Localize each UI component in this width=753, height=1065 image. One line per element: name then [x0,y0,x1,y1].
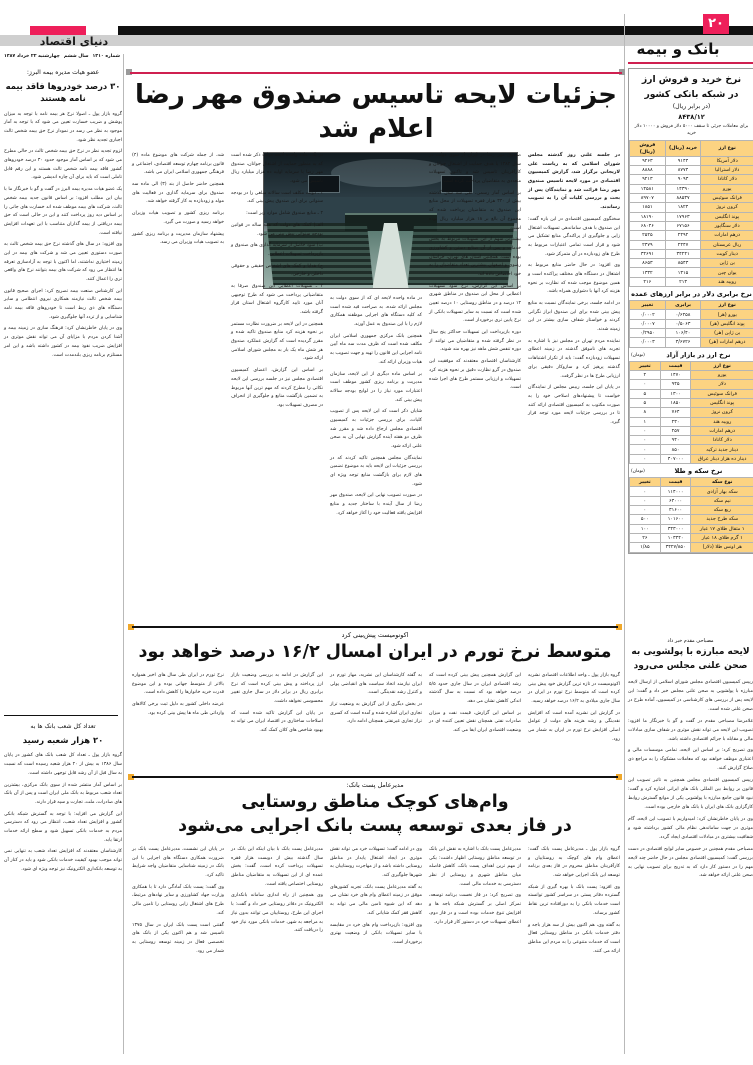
story2-col-5: نرخ تورم در ایران طی سال های اخیر همواره بالاتر از متوسط جهانی بوده و این موضوع قدرت خرید خانوارها را کاهش داده است. عرضه داخلی کشور به دلیل ثبت برخی کالاهای وارداتی طی ماه ها پیش بینی کرده بود. [132,673,224,716]
table-row [630,310,753,319]
fx-sell: ۱۳۳۲ [630,268,666,277]
fx-currency-name: دلار آمریکا [701,156,753,165]
main-headline: جزئیات لایحه تاسیس صندوق مهر رضا اعلام شد [135,80,617,145]
free-market-caption-text: نرخ ارز در بازار آزاد [666,350,731,359]
story3-col-1: گروه بازار پول ـ مدیرعامل پست بانک گفت: اعطای وام های کوچک به روستاییان و کارآفرینان مناطق محروم در فاز بعدی برنامه توسعه این بانک اجرایی خواهد شد. وی افزود: پست بانک با بهره گیری از شبکه گسترده دفاتر پستی در سراسر کشور توانسته است خدمات بانکی را به دورافتاده ترین نقاط کشور برساند. به گفته وی، هم اکنون بیش از سه هزار باجه و دفتر خدمات بانکی در مناطق روستایی فعال است که خدمات متنوعی را به مردم این مناطق ارائه می کنند. [528,847,620,954]
table-row [630,231,753,240]
parity-value: ۰/۵۰۶۳ [665,319,701,328]
parity-header-value: برابری [665,301,701,310]
page-number-badge: ۲۰ [703,14,729,34]
table-row [630,184,753,193]
fx-currency-name: فرانک سوئیس [701,193,753,202]
gold-name: سکه بهار آزادی [691,487,753,496]
fm-change: ۵ [630,398,661,407]
fm-price: ۲۳۰ [660,417,691,426]
left-story2-kicker: تعداد کل شعب بانک ها به [30,723,96,730]
fx-sell: ۶۸۰۴۶ [630,221,666,230]
sidebar-story-kicker: مصباحی مقدم خبر داد [667,638,714,644]
fm-name: دلار [691,380,753,389]
parity-name: ین ژاپن (هر) [701,329,753,338]
fm-change: ۰ [630,436,661,445]
table-row [630,380,753,389]
table-row [630,417,753,426]
fm-change: ۱ [630,417,661,426]
gold-price: ۱۰۱۶۰۰ [660,515,691,524]
fm-change: ۵ [630,389,661,398]
fx-header-buy: خرید (ریال) [665,141,701,156]
publication-logo: دنیای اقتصاد [39,35,109,48]
gold-change: ۰ [630,496,661,505]
story3-col-2: مدیرعامل پست بانک با اشاره به نقش این بانک در توسعه مناطق روستایی اظهار داشت: یکی از مهم ترین اهداف پست بانک، کاهش فاصله میان مناطق شهری و روستایی از نظر دسترسی به خدمات مالی است. وی تصریح کرد: در فاز نخست برنامه توسعه، تمرکز اصلی بر گسترش شبکه باجه ها و افزایش تنوع خدمات بوده است و در فاز دوم، اعطای تسهیلات خرد در دستور کار قرار دارد. [429,847,521,925]
fm-change: ۰ [630,445,661,454]
gold-unit: (تومان) [631,469,645,475]
fm-price: ۱۴۷۰ [660,370,691,379]
left-story-headline: ۳۰ درصد خودروها فاقد بیمه نامه هستند [5,81,121,104]
table-row [630,533,753,542]
gold-change: ۱۰۰ [630,524,661,533]
left-story-body: گروه بازار پول ـ اصولا نرخ هر بیمه نامه با توجه به میزان پوشش و ضریب خسارت تعیین می شود که با توجه به آمار موجود به نظر می رسد در نمودار نرخ حق بیمه شخص ثالث اجباری تجدید نظر شود. لزوم تجدید نظر در نرخ حق بیمه شخص ثالث در حالی مطرح می شود که بر اساس آمار موجود حدود ۳۰ درصد خودروهای کشور فاقد بیمه نامه شخص ثالث هستند و این رقم قابل تاملی است که باید برای آن چاره اندیشی شود. یک عضو هیات مدیره بیمه البرز در گفت و گو با خبرنگار ما با بیان این مطلب افزود: بر اساس قانون جدید بیمه شخص ثالث، شرکت های بیمه موظف شده اند خسارت های جانی را بر اساس دیه روز پرداخت کنند و این در حالی است که حق بیمه دریافتی از بیمه گذاران متناسب با این تعهدات افزایش نیافته است. وی افزود: در سال های گذشته نرخ حق بیمه شخص ثالث به صورت دستوری تعیین می شد و شرکت های بیمه در این زمینه اختیاری نداشتند، اما اکنون با توجه به آزادسازی تعرفه ها انتظار می رود که شرکت های بیمه بتوانند نرخ های واقعی تری را اعمال کنند. این کارشناس صنعت بیمه تصریح کرد: اجرای صحیح قانون بیمه شخص ثالث نیازمند همکاری نیروی انتظامی و سایر دستگاه های ذی ربط است تا خودروهای فاقد بیمه نامه شناسایی و از تردد آنها جلوگیری شود. وی در پایان خاطرنشان کرد: فرهنگ سازی در زمینه بیمه و آشنا کردن مردم با مزایای آن می تواند نقش موثری در افزایش ضریب نفوذ بیمه در کشور داشته باشد و این امر مستلزم برنامه ریزی بلندمدت است. [4,111,123,358]
story3-col-5: در پایان این نشست، مدیرعامل پست بانک بر ضرورت همکاری دستگاه های اجرایی با این بانک در زمینه شناسایی متقاضیان واجد شرایط تاکید کرد. وی گفت: پست بانک آمادگی دارد تا با همکاری وزارت جهاد کشاورزی و سایر نهادهای مرتبط، طرح های اشتغال زایی روستایی را تامین مالی کند. گفتنی است پست بانک ایران در سال ۱۳۷۵ تاسیس شد و هم اکنون یکی از بانک های تخصصی فعال در زمینه توسعه روستایی به شمار می رود. [132,847,224,954]
gold-price: ۶۴۰۰۰ [660,496,691,505]
table-row [630,319,753,328]
fx-buy: ۱۳۱۵ [665,268,701,277]
fx-buy: ۱۸۲۴ [665,203,701,212]
section-title: بانک و بیمه [636,40,720,58]
sidebar-footer-story [628,638,753,884]
fm-change: ۲ [630,370,661,379]
gold-header-type: نوع سکه [691,478,753,487]
main-story-col-4: در یک، ماده واحده لایحه دولت ذکر شده است که به منظور حمایت از اشتغال جوانان، صندوق مهر رضا با سرمایه اولیه ده هزار میلیارد ریال تاسیس می شود. ۱ ـ دولت مکلف است سالانه مبلغی را در بودجه سنواتی برای این صندوق پیش بینی کند. ۲ ـ منابع صندوق شامل موارد زیر است: الف) کمک های دولت که همه ساله در قوانین بودجه سنواتی پیش بینی می شود. ب) سود حاصل از سرمایه گذاری های صندوق و بازپرداخت تسهیلات اعطایی. ج) هدایا و کمک های اشخاص حقیقی و حقوقی داخلی و خارجی. ۳ ـ تسهیلات اعطایی این صندوق صرفا به متقاضیانی پرداخت می شود که طرح توجیهی آنان مورد تایید کارگروه اشتغال استان قرار گرفته باشد. همچنین در این لایحه بر ضرورت نظارت مستمر بر نحوه هزینه کرد منابع صندوق تاکید شده و مقرر گردیده است که گزارش عملکرد صندوق هر شش ماه یک بار به مجلس شورای اسلامی ارائه شود. بر اساس این گزارش، اعضای کمیسیون اقتصادی مجلس نیز در جلسه بررسی این لایحه نکاتی را مطرح کردند که مهم ترین آنها مربوط به تضمین بازگشت منابع و جلوگیری از انحراف در مصرف تسهیلات بود. [231,153,323,408]
sidebar-story-body: رییس کمیسیون اقتصادی مجلس شورای اسلامی از ارسال لایحه مبارزه با پولشویی به صحن علنی مجلس خبر داد و گفت: این لایحه پس از بررسی های کارشناسی در کمیسیون، آماده طرح در صحن علنی شده است. غلامرضا مصباحی مقدم در گفت و گو با خبرنگار ما افزود: تصویب این لایحه می تواند نقش موثری در شفاف سازی مبادلات مالی و مقابله با جرائم اقتصادی داشته باشد. وی تصریح کرد: بر اساس این لایحه، تمامی موسسات مالی و اعتباری موظف خواهند بود که معاملات مشکوک را به مراجع ذی صلاح گزارش کنند. رییس کمیسیون اقتصادی مجلس همچنین به تاثیر تصویب این قانون بر روابط بین المللی بانک های ایرانی اشاره کرد و گفت: نبود قانون جامع مبارزه با پولشویی یکی از موانع گسترش روابط کارگزاری بانک های ایران با بانک های خارجی بوده است. وی در پایان خاطرنشان کرد: امیدواریم با تصویب این لایحه، گام موثری در جهت ساماندهی نظام مالی کشور برداشته شود و شفافیت بیشتری در مبادلات اقتصادی ایجاد گردد. مصباحی مقدم همچنین در خصوص سایر لوایح اقتصادی در دست بررسی گفت: کمیسیون اقتصادی مجلس در حال حاضر چند لایحه مهم را در دستور کار دارد که به تدریج برای تصویب نهایی به صحن علنی ارائه خواهد شد. [628,680,753,879]
fx-currency-name: دلار استرالیا [701,166,753,175]
story2-col-3: به گفته کارشناسان این نشریه، مهار تورم در ایران نیازمند اتخاذ سیاست های انقباضی پولی و کنترل رشد نقدینگی است. در بخش دیگری از این گزارش به وضعیت تراز تجاری ایران اشاره شده و آمده است که کسری تراز تجاری غیرنفتی همچنان ادامه دارد. [329,673,422,725]
dateline [4,54,122,59]
gold-change: ۰ [630,506,661,515]
story2-col-1: گروه بازار پول ـ واحد اطلاعات اقتصادی نشریه اکونومیست در تازه ترین گزارش خود پیش بینی کرده است که متوسط نرخ تورم در ایران در سال جاری میلادی به ۱۶/۲ درصد خواهد رسید. در گزارش این نشریه آمده است که افزایش نقدینگی و رشد هزینه های دولت از عوامل اصلی افزایش نرخ تورم در ایران به شمار می رود. [528,673,620,742]
fx-box-note: برای معاملات جزئی تا سقف ۵۰۰۰ دلار فروش و ۱۰۰۰۰ دلار خرید [634,123,749,136]
table-header-row [630,361,753,370]
gold-name: ربع سکه [691,506,753,515]
parity-table [629,300,753,348]
parity-change: ۰/۰۰۰۲ [630,310,666,319]
story2-kicker: اکونومیست پیش‌بینی کرد [341,631,409,639]
table-row [630,249,753,258]
parity-value: ۰/۶۴۵۸ [665,310,701,319]
fx-sell: ۱۸۱۹۰ [630,212,666,221]
fm-price: ۷۶۴ [660,408,691,417]
fx-header-sell: فروش (ریال) [630,141,666,156]
story2-col-2: این گزارش همچنین پیش بینی کرده است که رشد اقتصادی ایران در سال جاری حدود ۵/۵ درصد خواهد بود که نسبت به سال گذشته اندکی کاهش نشان می دهد. بر اساس این گزارش، قیمت نفت و میزان صادرات نفتی همچنان نقش تعیین کننده ای در وضعیت اقتصادی ایران ایفا می کند. [429,673,521,734]
fx-currency-name: دلار کانادا [701,175,753,184]
table-header-row [630,478,753,487]
fm-price: ۹۴۰ [660,436,691,445]
fx-currency-name: یورو [701,184,753,193]
fx-sell: ۹۲۱۳ [630,175,666,184]
table-header-row [630,301,753,310]
left-column-divider [4,715,118,716]
fx-box-unit: (در برابر ریال) [672,102,711,110]
left-column-second-story [4,722,122,877]
fm-name: روپیه هند [691,417,753,426]
gold-table [629,477,753,553]
table-row [630,370,753,379]
fx-buy: ۹۱۴۴ [665,156,701,165]
gold-name: ۱ مثقال طلای ۱۷ عیار [691,524,753,533]
table-row [630,487,753,496]
fm-name: یورو [691,370,753,379]
table-row [630,240,753,249]
parity-change: ۰/۰۰۰۳ [630,338,666,347]
gold-change: ۵۰۰ [630,515,661,524]
table-row [630,166,753,175]
table-row [630,398,753,407]
fx-currency-name: ریال عربستان [701,240,753,249]
parity-change: ۰/۰۰۰۷ [630,319,666,328]
fx-currency-name: پوند انگلیس [701,212,753,221]
fm-header-price: قیمت [660,361,691,370]
parity-header-currency: نوع ارز [701,301,753,310]
fx-rates-box [628,68,753,554]
dateline-issue: شماره ۱۳۱۰ [92,54,120,59]
gold-price: ۱۰۳۴۴۰ [660,533,691,542]
gold-name: ۱ گرم طلای ۱۸ عیار [691,533,753,542]
story2-col-4: این گزارش در ادامه به بررسی وضعیت بازار ارز پرداخته و پیش بینی کرده است که نرخ برابری ریال در برابر دلار در سال جاری تغییر محسوسی نخواهد داشت. در پایان این گزارش تاکید شده است که اصلاحات ساختاری در اقتصاد ایران می تواند به بهبود شاخص های کلان کمک کند. [231,673,323,734]
fx-buy: ۸۸۵۳۷ [665,193,701,202]
fx-currency-name: دلار سنگاپور [701,221,753,230]
gold-price: ۳۴۳۰۰۰ [660,524,691,533]
table-row [630,338,753,347]
table-row [630,408,753,417]
fm-price: ۸۵۰ [660,445,691,454]
fx-sell: ۸۹۷۰۷ [630,193,666,202]
fm-name: دینار جدید ترکیه [691,445,753,454]
table-row [630,268,753,277]
left-story-kicker: عضو هیات مدیره بیمه البرز: [26,69,100,76]
parity-name: پوند انگلیس (هر) [701,319,753,328]
main-story-col-2: صندوق مهر رضا در ایران از سوی دولت در سال ۱۳۸۴ با هدف حمایت از اشتغال جوانان و کارآفرینان تاسیس شد و تاکنون تسهیلات متعددی به متقاضیان پرداخت کرده است. بر اساس آمار رسمی، طی سه سال گذشته بیش از ۳۴۰ هزار فقره تسهیلات از محل منابع این صندوق به متقاضیان پرداخت شده که مجموع آن بالغ بر ۱۸ هزار میلیارد ریال بوده است. بیشترین سهم از این تسهیلات مربوط به بخش خدمات و پس از آن صنایع دستی و کشاورزی بوده است. همچنین استان های تهران، خراسان رضوی و اصفهان بیشترین تعداد متقاضیان را به خود اختصاص داده اند. بر اساس این گزارش، نرخ سود تسهیلات اعطایی از محل این صندوق در مناطق شهری ۱۲ درصد و در مناطق روستایی ۱۰ درصد تعیین شده است که نسبت به سایر تسهیلات بانکی از نرخ پایین تری برخوردار است. دوره بازپرداخت این تسهیلات حداکثر پنج سال در نظر گرفته شده و متقاضیان می توانند از دوره تنفس شش ماهه نیز بهره مند شوند. کارشناسان اقتصادی معتقدند که موفقیت این صندوق در گرو نظارت دقیق بر نحوه هزینه کرد تسهیلات و ارزیابی مستمر طرح های اجرا شده است. [429,153,521,391]
fm-name: فرانک سوئیس [691,389,753,398]
main-headline-rule [130,72,622,74]
fm-price: ۲۵۷ [660,426,691,435]
free-market-table [629,361,753,464]
main-story-col-5: شد، از جمله شرکت های موضوع ماده (۴) قانون برنامه چهارم توسعه اقتصادی، اجتماعی و فرهنگی جمهوری اسلامی ایران می باشد. همچنین حاضر حاصل از بند (۳) الی ماده سه صندوق برای سرمایه گذاری در فعالیت های مولد و زودبازده به کار گرفته خواهد شد. برنامه ریزی کشور و تصویب هیات وزیران خواهد رسید و صورت می گیرد. پیشنهاد سازمان مدیریت و برنامه ریزی کشور به تصویب هیات وزیران می رسد. [132,153,224,246]
fx-buy: ۹۰۹۳ [665,175,701,184]
table-row [630,496,753,505]
table-row [630,329,753,338]
gold-price: ۱۱۴۰۰۰ [660,487,691,496]
story2-headline: متوسط نرخ تورم در ایران امسال ۱۶/۲ درصد خواهد بود [138,642,612,662]
fx-sell: ۸۶۵۳ [630,259,666,268]
column-rule-1 [123,54,124,1054]
fx-currency-name: کرون نروژ [701,203,753,212]
fx-sell: ۳۴۶۹۱ [630,249,666,258]
table-row [630,259,753,268]
fm-price: ۹۴۵ [660,380,691,389]
fm-price: ۱۳۰۰ [660,389,691,398]
gold-table-caption [629,464,753,477]
table-row [630,175,753,184]
fx-sell: ۲۱۶ [630,277,666,286]
gold-header-price: قیمت [660,478,691,487]
dateline-date: چهارشنبه ۲۲ خرداد ۱۳۸۷ [4,54,60,59]
gold-change: ۰ [630,487,661,496]
fm-change: ۰ [630,426,661,435]
fx-currency-name: یوان چین [701,268,753,277]
table-row [630,426,753,435]
gold-header-change: تغییر [630,478,661,487]
left-column [4,54,122,363]
parity-value: ۳/۶۷۲۶ [665,338,701,347]
fx-buy: ۲۴۴۷ [665,240,701,249]
fm-name: پوند انگلیس [691,398,753,407]
story3-col-3: وی در ادامه گفت: تسهیلات خرد می تواند نقش موثری در ایجاد اشتغال پایدار در مناطق روستایی داشته باشد و از مهاجرت روستاییان به شهرها جلوگیری کند. به گفته مدیرعامل پست بانک، تجربه کشورهای موفق در زمینه اعطای وام های خرد نشان می دهد که این شیوه تامین مالی می تواند به کاهش فقر کمک شایانی کند. وی افزود: بازپرداخت وام های خرد در مقایسه با سایر تسهیلات بانکی از وضعیت بهتری برخوردار است. [330,847,422,945]
table-row [630,212,753,221]
parity-header-change: تغییر [630,301,666,310]
fm-name: درهم امارات [691,426,753,435]
fx-buy: ۲۱۳ [665,277,701,286]
parity-name: درهم امارات (هر) [701,338,753,347]
free-market-caption [629,348,753,361]
fx-buy: ۲۴۹۲ [665,231,701,240]
fx-box-title-line1: نرخ خرید و فروش ارز [641,74,742,85]
fx-currency-name: درهم امارات [701,231,753,240]
main-story-col-3: در ماده واحده لایحه ای که از سوی دولت به مجلس ارائه شده، به صراحت قید شده است که کلیه دستگاه های اجرایی موظفند همکاری لازم را با این صندوق به عمل آورند. همچنین بانک مرکزی جمهوری اسلامی ایران مکلف شده است که ظرف مدت سه ماه آیین نامه اجرایی این قانون را تهیه و جهت تصویب به هیات وزیران ارائه کند. بر اساس ماده دیگری از این لایحه، سازمان مدیریت و برنامه ریزی کشور موظف است اعتبارات مورد نیاز را در لوایح بودجه سالانه پیش بینی کند. شایان ذکر است که این لایحه پس از تصویب کلیات، برای بررسی جزئیات به کمیسیون اقتصادی مجلس ارجاع داده شد و مقرر شد ظرف دو هفته آینده گزارش نهایی آن به صحن علنی ارائه شود. نمایندگان مجلس همچنین تاکید کردند که در بررسی جزئیات این لایحه باید به موضوع تضمین های لازم برای بازگشت منابع توجه ویژه ای شود. در صورت تصویب نهایی این لایحه، صندوق مهر رضا از سال آینده با ساختار جدید و منابع افزایش یافته فعالیت خود را آغاز خواهد کرد. [330,296,422,516]
fx-buy: ۸۷۷۴ [665,166,701,175]
gold-change: ۲۶ [630,533,661,542]
dateline-year: سال ششم [63,54,89,59]
table-row [630,156,753,165]
fx-currency-name: دینار کویت [701,249,753,258]
gold-price: ۳۴۲۷/۸۵۰ [660,543,691,552]
masthead-black-bar [118,26,753,35]
fm-change: ۰ [630,380,661,389]
column-rule-2 [624,14,625,1054]
table-row [630,506,753,515]
table-header-row [630,141,753,156]
table-row [630,445,753,454]
fx-currency-name: روپیه هند [701,277,753,286]
story3-col-4: مدیرعامل پست بانک با بیان اینکه این بانک در سال گذشته بیش از دویست هزار فقره تسهیلات پرداخت کرده است، گفت: بخش عمده ای از این تسهیلات به متقاضیان مناطق روستایی اختصاص یافته است. وی همچنین از راه اندازی سامانه بانکداری الکترونیک در دفاتر روستایی خبر داد و گفت: با اجرای این طرح، روستاییان می توانند بدون نیاز به مراجعه به شهر، خدمات بانکی مورد نیاز خود را دریافت کنند. [231,847,323,934]
table-row [630,515,753,524]
table-row [630,524,753,533]
gold-name: نیم سکه [691,496,753,505]
fx-box-title-line2: در شبکه بانکی کشور [644,88,739,100]
story2-rule [132,626,618,628]
table-row [630,203,753,212]
main-story-col-1: در جلسه علنی روز گذشته مجلس شورای اسلامی که به ریاست علی لاریجانی برگزار شد، گزارش کمیسیون اقتصادی در مورد لایحه تاسیس صندوق مهر رضا قرائت شد و نمایندگان پس از بحث و بررسی کلیات آن را به تصویب رساندند. سخنگوی کمیسیون اقتصادی در این باره گفت: این صندوق با هدف ساماندهی تسهیلات اشتغال زایی و جلوگیری از پراکندگی منابع تشکیل می شود و قرار است تمامی اعتبارات مربوط به طرح های زودبازده در آن متمرکز شود. وی افزود: در حال حاضر منابع مربوط به اشتغال در دستگاه های مختلف پراکنده است و همین موضوع موجب شده که نظارت بر نحوه هزینه کرد آنها با دشواری همراه باشد. در ادامه جلسه، برخی نمایندگان نسبت به منابع پیش بینی شده برای این صندوق ابراز نگرانی کردند و خواستار شفاف سازی بیشتر در این زمینه شدند. نماینده مردم تهران در مجلس نیز با اشاره به تجربه های ناموفق گذشته در زمینه اعطای تسهیلات زودبازده گفت: باید از تکرار اشتباهات گذشته پرهیز کرد و سازوکار دقیقی برای ارزیابی طرح ها در نظر گرفت. در پایان این جلسه، رییس مجلس از نمایندگان خواست تا پیشنهادهای اصلاحی خود را به صورت مکتوب به کمیسیون اقتصادی ارائه کنند تا در بررسی جزئیات لایحه مورد توجه قرار گیرد. [528,153,620,425]
fx-buy: ۸۵۴۳ [665,259,701,268]
fm-price: ۴۰۷۰۰۰ [660,454,691,463]
fx-currency-name: ین ژاپن [701,259,753,268]
parity-name: یورو (هر) [701,310,753,319]
story3-headline-line1: وام‌های کوچک مناطق روستایی [241,792,509,812]
fm-change: ۸ [630,408,661,417]
fx-buy: ۱۷۹۶۳ [665,212,701,221]
fm-header-change: تغییر [630,361,661,370]
fx-header-currency: نوع ارز [701,141,753,156]
fm-name: دینار ده هزار دینار عراق [691,454,753,463]
gold-caption-text: نرخ سکه و طلا [674,467,723,476]
fx-buy: ۳۴۲۴۱ [665,249,701,258]
table-row [630,389,753,398]
fm-change: ۰ [630,454,661,463]
story3-kicker: مدیرعامل پست بانک: [346,781,404,789]
free-market-unit: (تومان) [631,352,645,358]
table-row [630,221,753,230]
fx-sell: ۱۴۵۸۱ [630,184,666,193]
table-row [630,193,753,202]
fx-rates-table [629,140,753,287]
fx-sell: ۲۴۷۹ [630,240,666,249]
fx-buy: ۶۷۱۵۶ [665,221,701,230]
fx-sell: ۸۸۸۸ [630,166,666,175]
story3-headline-line2: در فاز بعدی توسعه پست بانک اجرایی می‌شود [178,816,572,836]
left-story2-body: گروه بازار پول ـ تعداد کل شعب بانک های کشور در پایان سال ۱۳۸۶ به بیش از ۲۰ هزار شعبه رسیده است که نسبت به سال قبل از آن رشد قابل توجهی داشته است. بر اساس آمار منتشر شده از سوی بانک مرکزی، بیشترین تعداد شعب مربوط به بانک ملی ایران است و پس از آن بانک های صادرات، ملت، تجارت و سپه قرار دارند. این گزارش می افزاید: با توجه به گسترش شبکه بانکی کشور و افزایش تعداد شعب، انتظار می رود که دسترسی مردم به خدمات بانکی تسهیل شود و سطح ارائه خدمات ارتقا یابد. کارشناسان معتقدند که افزایش تعداد شعب به تنهایی نمی تواند موجب بهبود کیفیت خدمات بانکی شود و باید در کنار آن به توسعه بانکداری الکترونیک نیز توجه ویژه ای شود. [4,753,122,872]
fx-sell: ۱۸۵۱ [630,203,666,212]
fx-buy: ۱۴۳۹۰ [665,184,701,193]
gold-name: هر اونس طلا (دلار) [691,543,753,552]
left-story2-headline: ۲۰ هزار شعبه رسید [22,735,104,746]
table-row [630,454,753,463]
fx-sell: ۹۲۶۳ [630,156,666,165]
table-row [630,277,753,286]
parity-value: ۱۰۶/۴۰ [665,329,701,338]
fm-name: کرون نروژ [691,408,753,417]
gold-price: ۳۱۶۰۰ [660,506,691,515]
table-row [630,543,753,552]
sidebar-story-headline: لایحه مبارزه با پولشویی به صحن علنی مجلس می‌رود [631,647,750,671]
parity-change: ۰/۲۹۵۰ [630,329,666,338]
fx-sell: ۲۵۲۵ [630,231,666,240]
gold-name: سکه طرح جدید [691,515,753,524]
fm-price: ۱۸۵۰ [660,398,691,407]
fx-box-reference-rate: ۸۴۳۸/۱۲ [678,112,705,121]
gold-change: ۱/۸۵ [630,543,661,552]
story3-rule [132,776,618,778]
section-rule [628,62,753,64]
fm-header-currency: نوع ارز [691,361,753,370]
parity-table-caption: نرخ برابری دلار در برابر ارزهای عمده [631,290,752,299]
fm-name: دلار کانادا [691,436,753,445]
table-row [630,436,753,445]
